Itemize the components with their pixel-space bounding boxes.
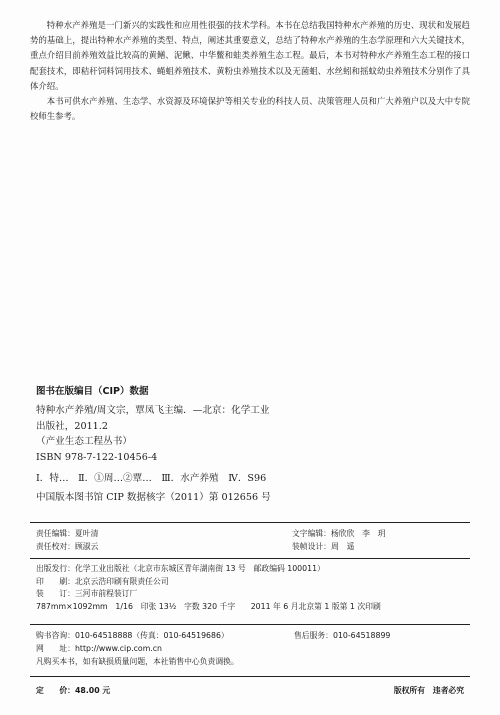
- cip-title-line: 特种水产养殖/周文宗，覃凤飞主编．—北京：化学工业: [36, 405, 270, 416]
- print-specs: 787mm×1092mm 1/16 印张 13½ 字数 320 千字 2011 年 6 月北京第 1 版第 1 次印刷: [36, 601, 381, 611]
- responsible-proofreader: 责任校对：顾淑云: [36, 542, 99, 551]
- footer-row: [36, 684, 464, 698]
- credits-block: [36, 527, 466, 555]
- printer-label: 印 刷：: [36, 576, 75, 586]
- cover-designer: 装帧设计：周 遥: [292, 542, 355, 551]
- divider-bottom: [30, 676, 470, 677]
- replacement-notice: 凡购买本书，如有缺损质量问题，本社销售中心负责调换。: [36, 657, 239, 667]
- contact-block: [36, 629, 476, 669]
- publisher-website: 网 址：http://www.cip.com.cn: [36, 644, 163, 654]
- cip-heading: 图书在版编目（CIP）数据: [36, 386, 149, 397]
- abstract-paragraph-1: 特种水产养殖是一门新兴的实践性和应用性很强的技术学科。本书在总结我国特种水产养殖的历史、现状和发展趋势的基础上，提出特种水产养殖的类型、特点，阐述其重要意义，总结了特种水产养殖的生态学原理和六大关键技术，重点介绍目前养殖效益比较高的黄鳝、泥鳅、中华鳖和蛙类养殖生态工程。最后，本书对特种水产养殖生态工程的接口配套技术，即秸秆饲料饲用技术、蝇蛆养殖技术、黄粉虫养殖技术以及无菌蛆、水丝蚓和摇蚊幼虫养殖技术分别作了具体介绍。: [30, 20, 470, 91]
- cip-publisher-line: 出版社，2011.2: [36, 420, 108, 432]
- purchase-hotline: 购书咨询：010-64518888（传真：010-64519686）: [36, 631, 229, 640]
- after-sales-hotline: 售后服务：010-64518899: [294, 631, 391, 640]
- cip-series-line: （产业生态工程丛书）: [36, 436, 132, 448]
- binder-value: 三河市前程装订厂: [74, 589, 138, 599]
- cip-core-number: 中国版本图书馆 CIP 数据核字（2011）第 012656 号: [36, 491, 271, 503]
- divider-top: [30, 522, 470, 523]
- publisher-value: 化学工业出版社（北京市东城区青年湖南街 13 号 邮政编码 100011）: [74, 564, 325, 573]
- divider-middle: [30, 558, 470, 559]
- book-abstract: [30, 18, 470, 124]
- cip-classification: Ⅰ．特… Ⅱ．①周…②覃… Ⅲ．水产养殖 Ⅳ．S96: [36, 473, 267, 485]
- binder-label: 装 订：: [36, 589, 75, 599]
- copyright-notice: 版权所有 违者必究: [393, 686, 464, 695]
- cip-data-block: [36, 403, 466, 506]
- cip-isbn-line: ISBN 978-7-122-10456-4: [36, 451, 158, 463]
- publishing-block: [36, 562, 476, 612]
- printer-value: 北京云浩印刷有限责任公司: [74, 576, 169, 586]
- divider-lower: [30, 624, 470, 625]
- price-label: 定 价：48.00 元: [36, 686, 111, 695]
- responsible-editor: 责任编辑：夏叶清: [36, 529, 99, 538]
- abstract-paragraph-2: 本书可供水产养殖、生态学、水资源及环境保护等相关专业的科技人员、决策管理人员和广大养殖户以及大中专院校师生参考。: [30, 96, 470, 122]
- text-editor: 文字编辑：杨欣欣 李 玥: [292, 529, 386, 538]
- publisher-label: 出版发行：: [36, 564, 75, 573]
